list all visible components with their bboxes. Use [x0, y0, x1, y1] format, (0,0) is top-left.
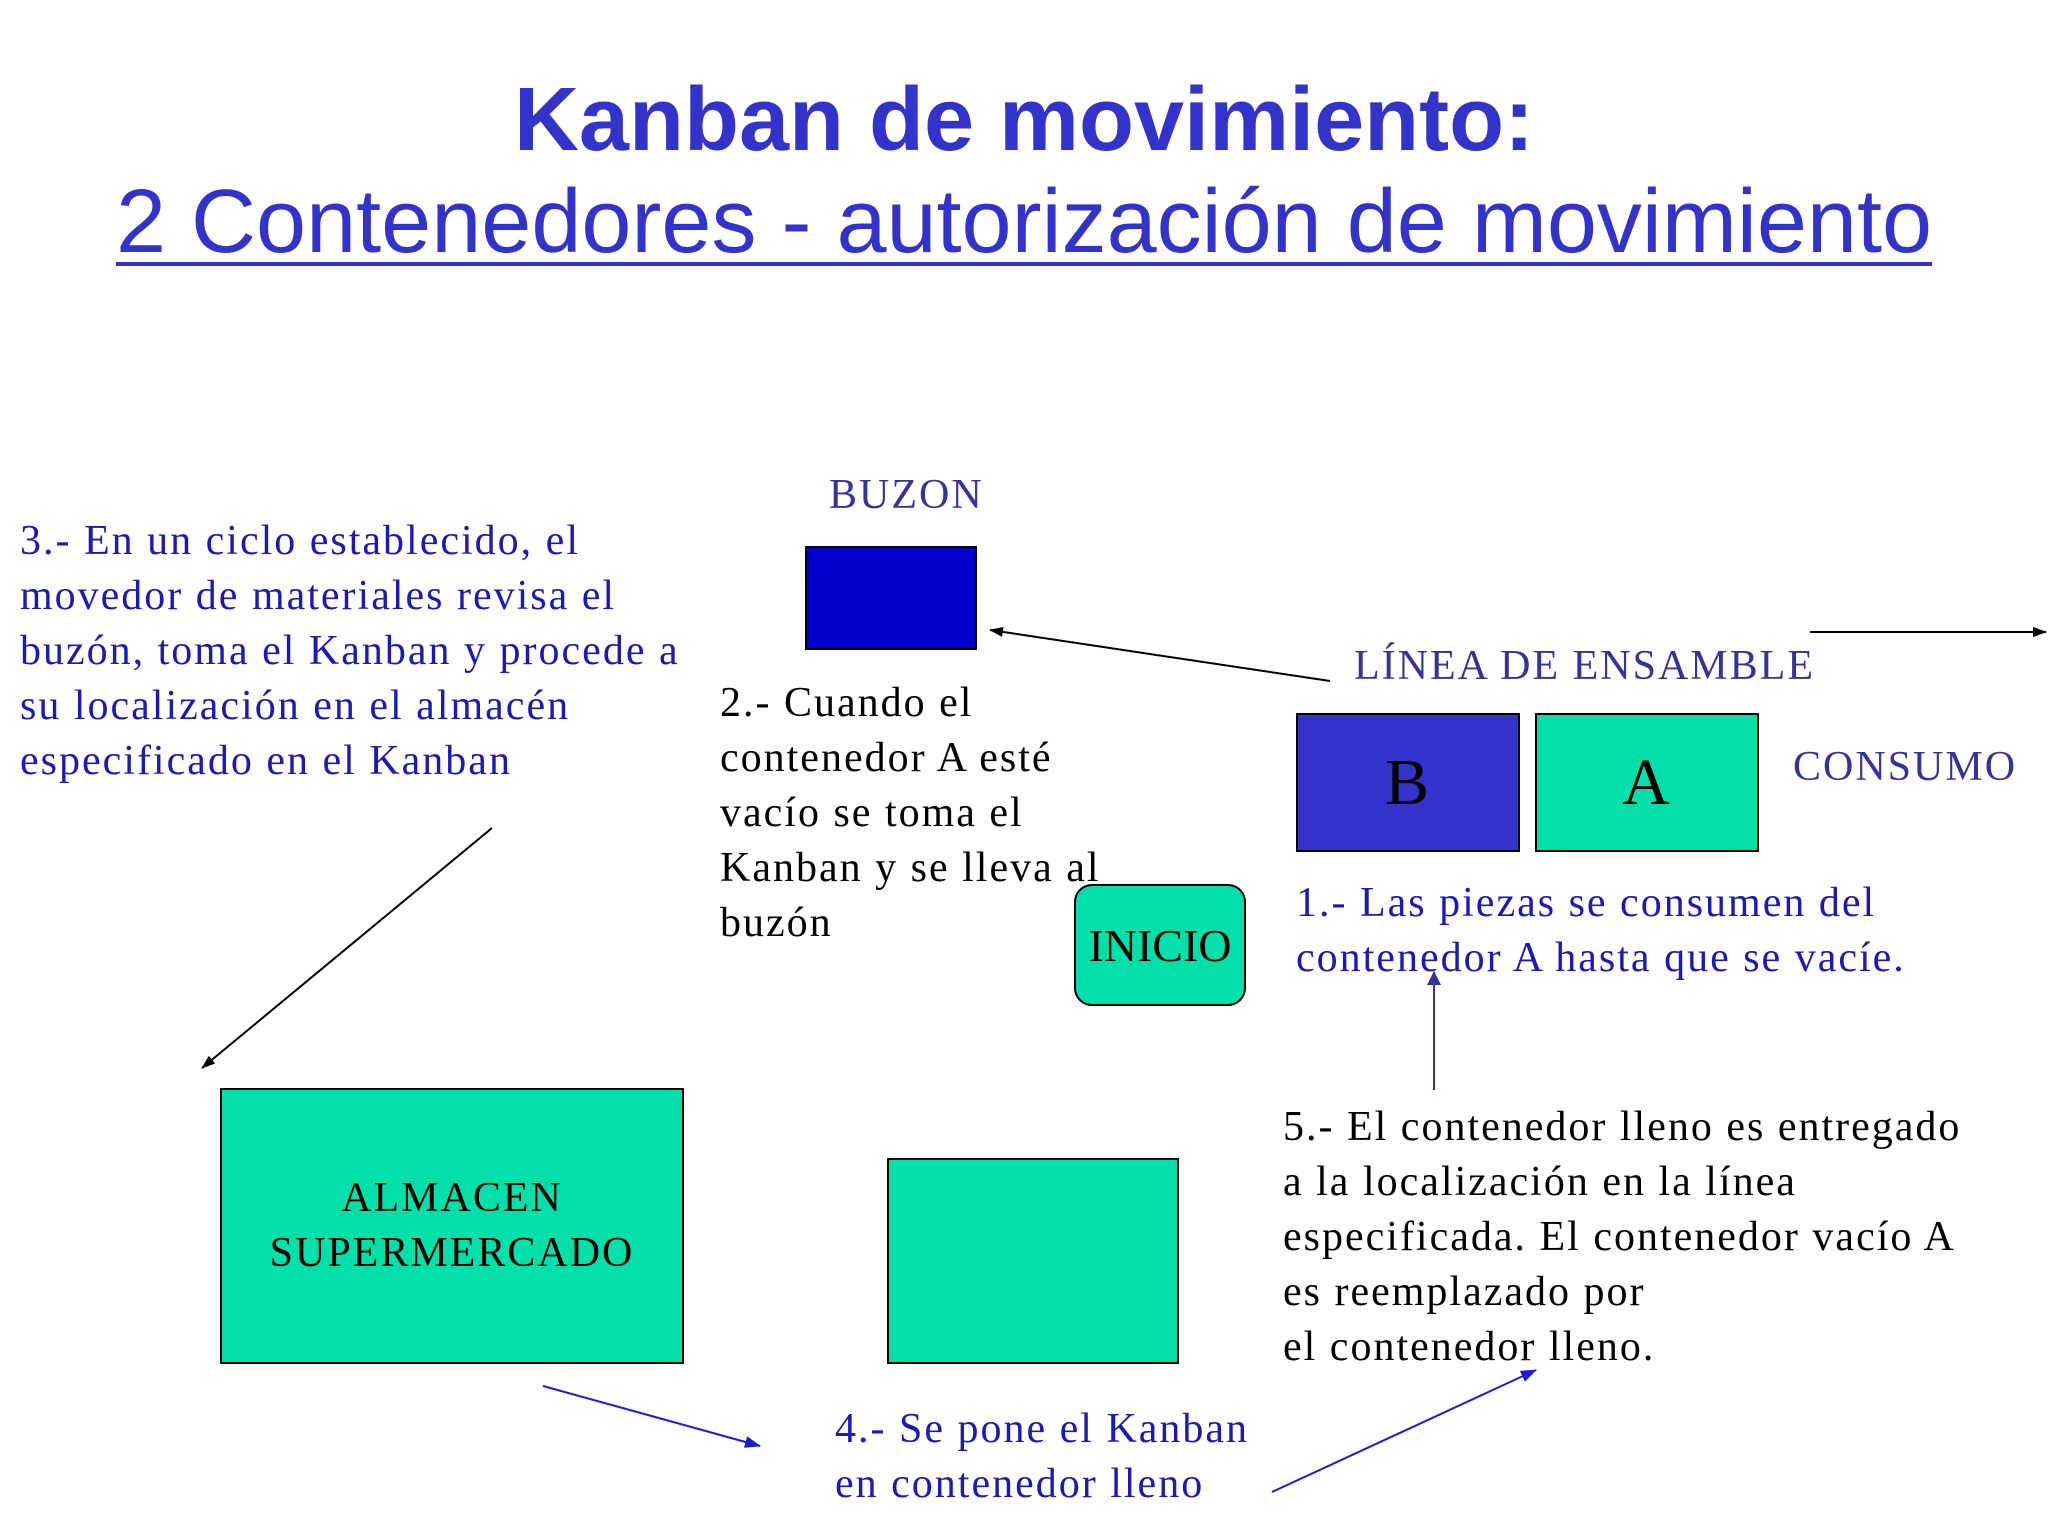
arrow-buzon-to-almacen [202, 828, 492, 1068]
slide-title-line-2: 2 Contenedores - autorización de movimiento [116, 172, 1932, 272]
almacen-supermercado-box [220, 1088, 684, 1364]
container-a [1535, 713, 1759, 852]
slide-title-line-1: Kanban de movimiento: [513, 70, 1535, 170]
full-container-box [887, 1158, 1179, 1364]
label-linea-de-ensamble: LÍNEA DE ENSAMBLE [1354, 643, 1815, 689]
mailbox-box [805, 546, 977, 650]
label-buzon: BUZON [829, 472, 984, 518]
inicio-label: INICIO [1088, 919, 1232, 971]
step-2-text: 2.- Cuando el contenedor A esté vacío se toma el Kanban y se lleva al buzón [720, 680, 1101, 946]
arrow-step4-to-step5 [1272, 1370, 1536, 1492]
step-3-text: 3.- En un ciclo establecido, el movedor de materiales revisa el buzón, toma el Kanban y procede a su localización en el almacén especificado en el Kanban [20, 518, 680, 784]
label-consumo: CONSUMO [1793, 744, 2018, 790]
step-1-text: 1.- Las piezas se consumen del contenedor A hasta que se vacíe. [1296, 880, 1906, 981]
step-5-text: 5.- El contenedor lleno es entregado a la localización en la línea especificada. El contenedor vacío A es reemplazado por el contenedor lleno. [1283, 1104, 1962, 1370]
container-b [1296, 713, 1520, 852]
arrow-line-to-buzon [990, 630, 1330, 681]
step-4-text: 4.- Se pone el Kanban en contenedor lleno [835, 1406, 1250, 1507]
arrow-almacen-to-step4 [543, 1386, 760, 1446]
container-b-label: B [1384, 745, 1432, 819]
almacen-label: ALMACEN SUPERMERCADO [269, 1175, 635, 1276]
container-a-label: A [1622, 745, 1672, 819]
